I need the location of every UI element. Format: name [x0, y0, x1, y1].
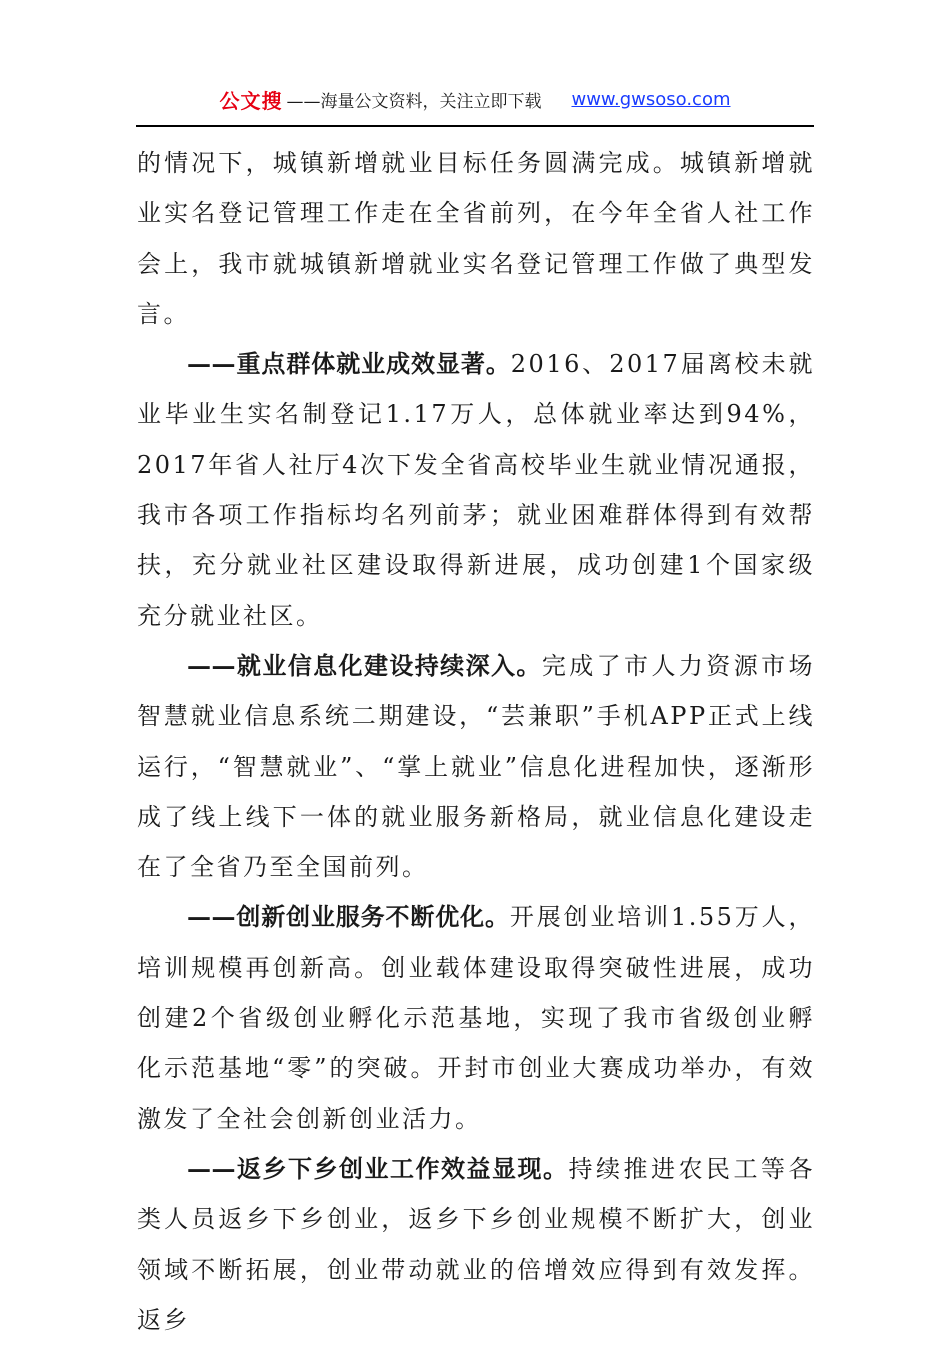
paragraph-informatization [137, 641, 815, 892]
brand-logo: 公文搜 [219, 88, 283, 113]
header-divider [136, 125, 814, 127]
paragraph-text: 2016、2017届离校未就业毕业生实名制登记1.17万人，总体就业率达到94%，2017年省人社厅4次下发全省高校毕业生就业情况通报，我市各项工作指标均名列前茅；就业困难群体得到有效帮扶，充分就业社区建设取得新进展，成功创建1个国家级充分就业社区。 [137, 350, 816, 630]
paragraph-entrepreneurship [137, 892, 815, 1143]
paragraph-key-groups [137, 339, 815, 641]
header-tagline: ——海量公文资料，关注立即下载 [286, 91, 542, 112]
paragraph-text: 持续推进农民工等各类人员返乡下乡创业，返乡下乡创业规模不断扩大，创业领域不断拓展，创业带动就业的倍增效应得到有效发挥。返乡 [137, 1154, 815, 1334]
paragraph-heading: ——就业信息化建设持续深入。 [187, 650, 542, 680]
document-body [137, 138, 815, 1345]
paragraph-heading: ——创新创业服务不断优化。 [187, 902, 510, 932]
paragraph-heading: ——返乡下乡创业工作效益显现。 [187, 1153, 569, 1183]
paragraph-heading: ——重点群体就业成效显著。 [187, 349, 511, 379]
site-link[interactable]: www.gwsoso.com [571, 88, 731, 110]
paragraph-return-home [137, 1144, 815, 1345]
paragraph-text: 开展创业培训1.55万人，培训规模再创新高。创业载体建设取得突破性进展，成功创建2个省级创业孵化示范基地，实现了我市省级创业孵化示范基地“零”的突破。开封市创业大赛成功举办，有效激发了全社会创新创业活力。 [137, 903, 816, 1133]
paragraph-text: 的情况下，城镇新增就业目标任务圆满完成。城镇新增就业实名登记管理工作走在全省前列，在今年全省人社工作会上，我市就城镇新增就业实名登记管理工作做了典型发言。 [137, 149, 815, 328]
paragraph-continued [137, 138, 815, 339]
paragraph-text: 完成了市人力资源市场智慧就业信息系统二期建设，“芸兼职”手机APP正式上线运行，“智慧就业”、“掌上就业”信息化进程加快，逐渐形成了线上线下一体的就业服务新格局，就业信息化建设走在了全省乃至全国前列。 [137, 651, 816, 882]
page-header [136, 82, 814, 116]
